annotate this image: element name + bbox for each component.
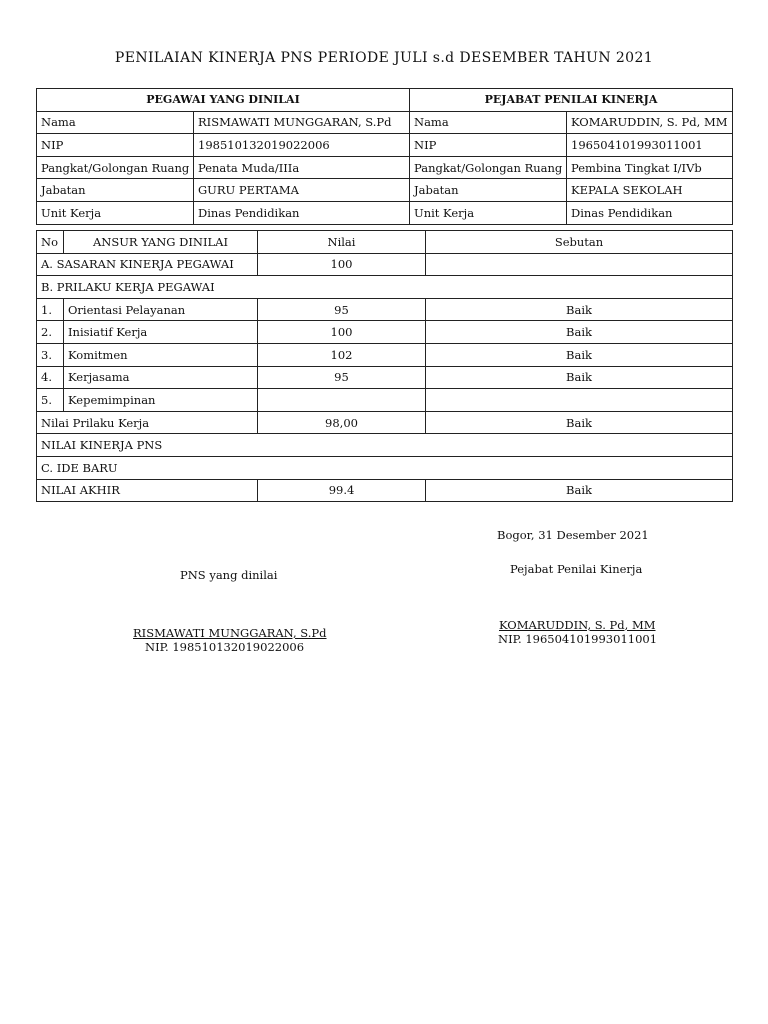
pejabat-field-label: Pangkat/Golongan Ruang [410, 156, 567, 179]
identity-row [37, 179, 733, 202]
item-nilai: 100 [258, 321, 426, 344]
prilaku-item-row [37, 343, 733, 366]
identity-table [36, 88, 733, 225]
item-sebutan: Baik [426, 343, 733, 366]
prilaku-item-row [37, 321, 733, 344]
item-no: 2. [37, 321, 64, 344]
pejabat-field-value: 196504101993011001 [567, 134, 733, 157]
identity-row [37, 111, 733, 134]
pegawai-field-label: Jabatan [37, 179, 194, 202]
right-signer-name: KOMARUDDIN, S. Pd, MM [499, 618, 656, 632]
nilai-prilaku-nilai: 98,00 [258, 411, 426, 434]
item-sebutan: Baik [426, 321, 733, 344]
identity-row [37, 156, 733, 179]
pejabat-field-value: Dinas Pendidikan [567, 201, 733, 224]
item-name: Komitmen [64, 343, 258, 366]
item-sebutan: Baik [426, 366, 733, 389]
identity-header-row [37, 89, 733, 112]
prilaku-item-row [37, 389, 733, 412]
nilai-prilaku-row [37, 411, 733, 434]
item-no: 5. [37, 389, 64, 412]
sasaran-label: A. SASARAN KINERJA PEGAWAI [37, 253, 258, 276]
pegawai-field-value: GURU PERTAMA [194, 179, 410, 202]
item-nilai: 102 [258, 343, 426, 366]
score-table [36, 230, 733, 502]
item-no: 3. [37, 343, 64, 366]
pegawai-field-label: NIP [37, 134, 194, 157]
left-signer-role: PNS yang dinilai [180, 568, 278, 582]
item-nilai: 95 [258, 298, 426, 321]
right-signer-nip: NIP. 196504101993011001 [498, 632, 658, 646]
pegawai-field-label: Unit Kerja [37, 201, 194, 224]
nilai-akhir-row [37, 479, 733, 502]
nilai-akhir-label: NILAI AKHIR [37, 479, 258, 502]
item-no: 1. [37, 298, 64, 321]
pejabat-field-value: Pembina Tingkat I/IVb [567, 156, 733, 179]
ide-baru-label: C. IDE BARU [37, 456, 733, 479]
left-signer-nip: NIP. 198510132019022006 [145, 640, 305, 654]
item-nilai [258, 389, 426, 412]
nilai-akhir-nilai: 99.4 [258, 479, 426, 502]
prilaku-item-row [37, 366, 733, 389]
place-date: Bogor, 31 Desember 2021 [497, 528, 649, 542]
pegawai-field-label: Pangkat/Golongan Ruang [37, 156, 194, 179]
document-title: PENILAIAN KINERJA PNS PERIODE JULI s.d DESEMBER TAHUN 2021 [114, 50, 654, 66]
pejabat-field-value: KOMARUDDIN, S. Pd, MM [567, 111, 733, 134]
score-header-row [37, 231, 733, 254]
nilai-kinerja-label: NILAI KINERJA PNS [37, 434, 733, 457]
item-no: 4. [37, 366, 64, 389]
item-sebutan: Baik [426, 298, 733, 321]
ide-baru-row [37, 456, 733, 479]
item-sebutan [426, 389, 733, 412]
nilai-akhir-sebutan: Baik [426, 479, 733, 502]
left-signer-name: RISMAWATI MUNGGARAN, S.Pd [133, 626, 327, 640]
pejabat-field-label: NIP [410, 134, 567, 157]
col-no-header: No [37, 231, 64, 254]
prilaku-item-row [37, 298, 733, 321]
pejabat-header: PEJABAT PENILAI KINERJA [410, 89, 733, 112]
col-unsur-header: ANSUR YANG DINILAI [64, 231, 258, 254]
pegawai-header: PEGAWAI YANG DINILAI [37, 89, 410, 112]
nilai-kinerja-row [37, 434, 733, 457]
pegawai-field-label: Nama [37, 111, 194, 134]
identity-row [37, 134, 733, 157]
pegawai-field-value: RISMAWATI MUNGGARAN, S.Pd [194, 111, 410, 134]
nilai-prilaku-sebutan: Baik [426, 411, 733, 434]
item-name: Kerjasama [64, 366, 258, 389]
sasaran-row [37, 253, 733, 276]
pegawai-field-value: Dinas Pendidikan [194, 201, 410, 224]
right-signer-role: Pejabat Penilai Kinerja [510, 562, 643, 576]
item-name: Orientasi Pelayanan [64, 298, 258, 321]
pejabat-field-label: Nama [410, 111, 567, 134]
prilaku-section-label: B. PRILAKU KERJA PEGAWAI [37, 276, 733, 299]
item-nilai: 95 [258, 366, 426, 389]
pejabat-field-label: Jabatan [410, 179, 567, 202]
sasaran-nilai: 100 [258, 253, 426, 276]
col-sebutan-header: Sebutan [426, 231, 733, 254]
pejabat-field-value: KEPALA SEKOLAH [567, 179, 733, 202]
pegawai-field-value: Penata Muda/IIIa [194, 156, 410, 179]
identity-row [37, 201, 733, 224]
pejabat-field-label: Unit Kerja [410, 201, 567, 224]
col-nilai-header: Nilai [258, 231, 426, 254]
sasaran-sebutan [426, 253, 733, 276]
prilaku-section-row [37, 276, 733, 299]
nilai-prilaku-label: Nilai Prilaku Kerja [37, 411, 258, 434]
item-name: Inisiatif Kerja [64, 321, 258, 344]
pegawai-field-value: 198510132019022006 [194, 134, 410, 157]
item-name: Kepemimpinan [64, 389, 258, 412]
